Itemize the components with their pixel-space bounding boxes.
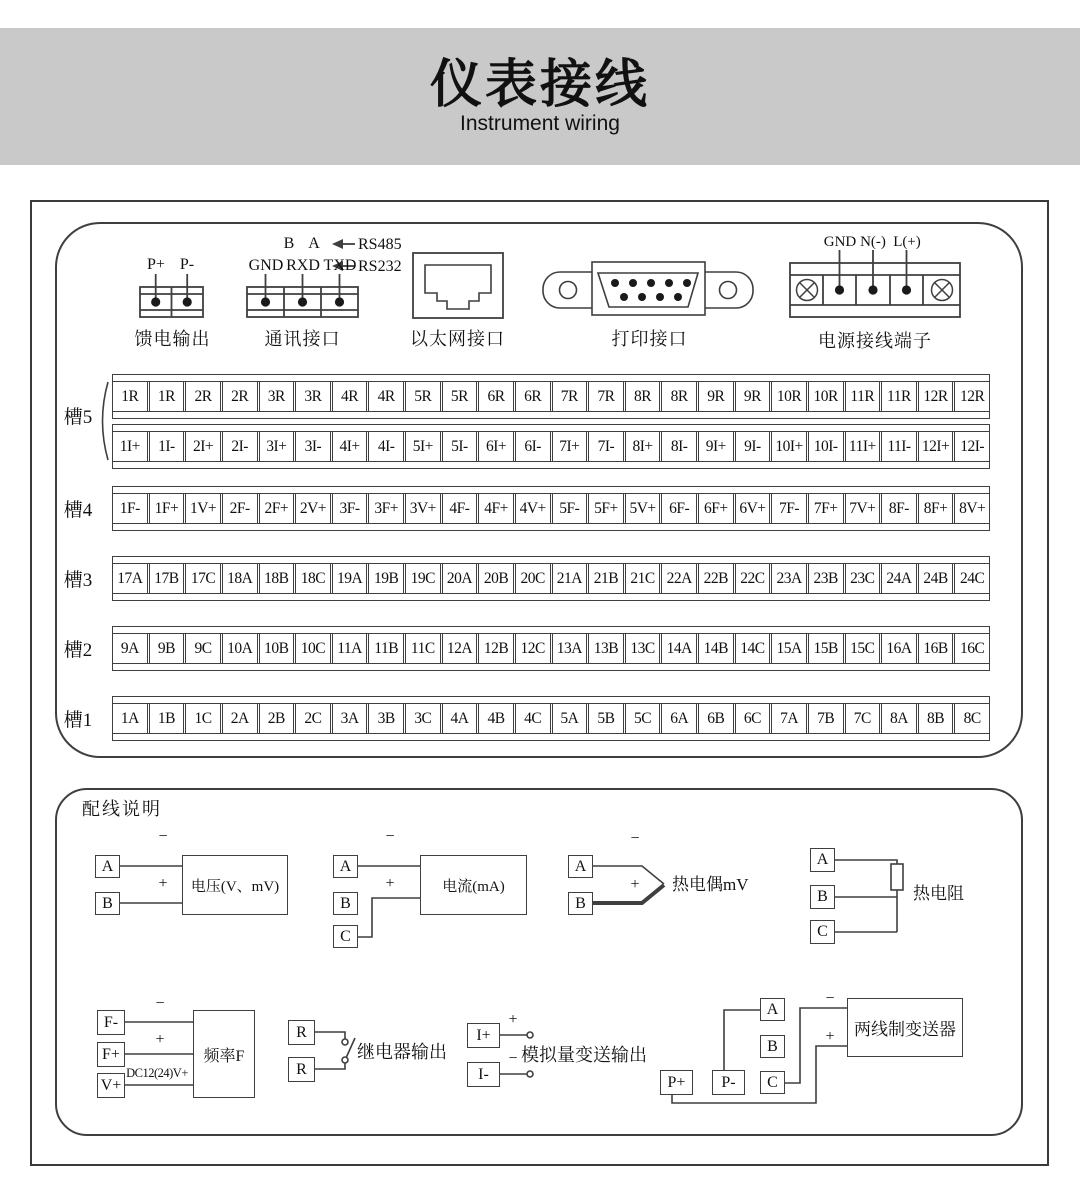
terminal-cell: 6A <box>661 704 697 733</box>
comm-pin-label: GND <box>248 257 284 274</box>
terminal-cell: 11B <box>368 634 404 663</box>
analog-out-terminal: I- <box>467 1062 500 1087</box>
terminal-cell: 20B <box>478 564 514 593</box>
strip-rail <box>113 411 989 418</box>
terminal-cell: 4F+ <box>478 494 514 523</box>
current-plus-sign: + <box>385 875 395 892</box>
terminal-cell: 21C <box>625 564 661 593</box>
terminal-cell: 1C <box>185 704 221 733</box>
terminal-cell: 4C <box>515 704 551 733</box>
power-pin-label: GND <box>823 233 857 250</box>
terminal-cell: 6F+ <box>698 494 734 523</box>
terminal-cell: 7I+ <box>552 432 588 461</box>
terminal-cell: 9I+ <box>698 432 734 461</box>
terminal-cell: 12C <box>515 634 551 663</box>
thermocouple-plus-sign: + <box>630 876 640 893</box>
terminal-cell: 3V+ <box>405 494 441 523</box>
terminal-cell: 2F+ <box>259 494 295 523</box>
thermocouple-terminal: A <box>568 855 593 878</box>
terminal-cell: 10B <box>259 634 295 663</box>
terminal-cell: 11A <box>332 634 368 663</box>
terminal-cell: 2F- <box>222 494 258 523</box>
terminal-cell: 6F- <box>661 494 697 523</box>
terminal-cell: 4F- <box>442 494 478 523</box>
terminal-cell: 5V+ <box>625 494 661 523</box>
terminal-cell: 18B <box>259 564 295 593</box>
terminal-cell: 8F+ <box>918 494 954 523</box>
rtd-wires <box>835 860 903 932</box>
frequency-device-box: 频率F <box>193 1010 255 1098</box>
feed-pin-label: P- <box>179 256 195 273</box>
terminal-cell: 11C <box>405 634 441 663</box>
terminal-cell: 9A <box>113 634 148 663</box>
frequency-supply-label: DC12(24)V+ <box>126 1065 188 1080</box>
terminal-cell: 8A <box>881 704 917 733</box>
terminal-cell: 7B <box>808 704 844 733</box>
terminal-cell: 23B <box>808 564 844 593</box>
voltage-plus-sign: + <box>158 875 168 892</box>
rtd-label: 热电阻 <box>913 884 964 903</box>
terminal-cell: 2C <box>295 704 331 733</box>
two-wire-device-box: 两线制变送器 <box>847 998 963 1057</box>
terminal-cell: 5F+ <box>588 494 624 523</box>
terminal-cell: 19C <box>405 564 441 593</box>
power-terminal-block <box>790 250 960 317</box>
terminal-cell: 4R <box>368 382 404 411</box>
terminal-cell: 17A <box>113 564 148 593</box>
terminal-cell: 12A <box>442 634 478 663</box>
terminal-cell: 21A <box>552 564 588 593</box>
rs485-pin-label: B <box>283 235 295 252</box>
terminal-cell: 9R <box>735 382 771 411</box>
terminal-cell: 9B <box>149 634 185 663</box>
terminal-cell: 6V+ <box>735 494 771 523</box>
terminal-cell: 19B <box>368 564 404 593</box>
terminal-cell: 1B <box>149 704 185 733</box>
two-wire-minus-sign: − <box>825 990 835 1007</box>
terminal-cell: 1A <box>113 704 148 733</box>
current-minus-sign: − <box>385 828 395 845</box>
relay-wires <box>315 1032 355 1069</box>
terminal-cell: 3I- <box>295 432 331 461</box>
terminal-cell: 22C <box>735 564 771 593</box>
terminal-cell: 5R <box>442 382 478 411</box>
terminal-cell: 1R <box>113 382 148 411</box>
terminal-cell: 12R <box>954 382 989 411</box>
terminal-cell: 3B <box>368 704 404 733</box>
terminal-cell: 5I- <box>442 432 478 461</box>
printer-caption: 打印接口 <box>611 329 688 349</box>
slot5-current-strip <box>112 424 990 469</box>
terminal-cell: 13B <box>588 634 624 663</box>
strip-rail <box>113 697 989 704</box>
terminal-cell: 24C <box>954 564 989 593</box>
terminal-cell: 3R <box>295 382 331 411</box>
terminal-cell: 1R <box>149 382 185 411</box>
frequency-plus-sign: + <box>155 1031 165 1048</box>
slot5-bracket <box>103 382 109 460</box>
feed-output-block <box>140 274 203 317</box>
two-wire-power-terminal: P- <box>712 1070 745 1095</box>
terminal-cell: 18A <box>222 564 258 593</box>
terminal-cell: 5B <box>588 704 624 733</box>
terminal-cell: 6C <box>735 704 771 733</box>
terminal-cell: 8F- <box>881 494 917 523</box>
terminal-cell: 18C <box>295 564 331 593</box>
terminal-cell: 16B <box>918 634 954 663</box>
terminal-cell: 2R <box>222 382 258 411</box>
terminal-cell: 4A <box>442 704 478 733</box>
terminal-cell: 11R <box>881 382 917 411</box>
terminal-cell: 6R <box>515 382 551 411</box>
strip-rail <box>113 425 989 432</box>
terminal-cell: 21B <box>588 564 624 593</box>
terminal-cell: 7F- <box>771 494 807 523</box>
terminal-cell: 7R <box>552 382 588 411</box>
terminal-cell: 17B <box>149 564 185 593</box>
printer-port-icon <box>543 262 753 315</box>
terminal-cell: 11R <box>845 382 881 411</box>
slot-label-5: 槽5 <box>63 406 93 428</box>
ethernet-port-icon <box>413 253 503 318</box>
strip-rail <box>113 487 989 494</box>
terminal-cell: 8I- <box>661 432 697 461</box>
terminal-cell: 13A <box>552 634 588 663</box>
terminal-cell: 22B <box>698 564 734 593</box>
terminal-cell: 3F- <box>332 494 368 523</box>
terminal-cell: 15A <box>771 634 807 663</box>
thermocouple-label: 热电偶mV <box>672 875 749 894</box>
terminal-cell: 23A <box>771 564 807 593</box>
rtd-terminal: A <box>810 848 835 872</box>
strip-rail <box>113 461 989 468</box>
slot3-strip <box>112 556 990 601</box>
terminal-cell: 2I+ <box>185 432 221 461</box>
terminal-cell: 3F+ <box>368 494 404 523</box>
strip-rail <box>113 733 989 740</box>
strip-rail <box>113 627 989 634</box>
terminal-cell: 12R <box>918 382 954 411</box>
terminal-cell: 10I+ <box>771 432 807 461</box>
thermocouple-terminal: B <box>568 892 593 915</box>
terminal-cell: 13C <box>625 634 661 663</box>
terminal-cell: 7A <box>771 704 807 733</box>
analog-out-minus-sign: − <box>508 1050 518 1067</box>
terminal-cell: 6I+ <box>478 432 514 461</box>
rtd-terminal: B <box>810 885 835 909</box>
page-subtitle: Instrument wiring <box>460 112 620 135</box>
terminal-cell: 11I- <box>881 432 917 461</box>
relay-terminal: R <box>288 1057 315 1082</box>
slot1-strip <box>112 696 990 741</box>
strip-rail <box>113 523 989 530</box>
power-pin-label: L(+) <box>893 233 921 250</box>
slot4-strip <box>112 486 990 531</box>
terminal-cell: 15C <box>845 634 881 663</box>
rs485-arrow-icon <box>332 239 355 249</box>
terminal-cell: 9C <box>185 634 221 663</box>
analog-out-label: 模拟量变送输出 <box>521 1045 647 1065</box>
comm-port-caption: 通讯接口 <box>264 329 341 349</box>
analog-out-terminal: I+ <box>467 1023 500 1048</box>
terminal-cell: 9I- <box>735 432 771 461</box>
terminal-cell: 24B <box>918 564 954 593</box>
terminal-cell: 14B <box>698 634 734 663</box>
terminal-cell: 5C <box>625 704 661 733</box>
slot-label-2: 槽2 <box>63 639 93 661</box>
terminal-cell: 5F- <box>552 494 588 523</box>
frequency-minus-sign: − <box>155 995 165 1012</box>
frequency-terminal: V+ <box>97 1073 125 1098</box>
wiring-notes-title: 配线说明 <box>82 799 162 819</box>
voltage-minus-sign: − <box>158 828 168 845</box>
ethernet-caption: 以太网接口 <box>410 329 505 349</box>
rs485-pin-label: A <box>308 235 320 252</box>
slot-label-3: 槽3 <box>63 569 93 591</box>
voltage-device-box: 电压(V、mV) <box>182 855 288 915</box>
terminal-cell: 3A <box>332 704 368 733</box>
two-wire-terminal: A <box>760 998 785 1021</box>
power-caption: 电源接线端子 <box>818 331 932 351</box>
terminal-cell: 15B <box>808 634 844 663</box>
terminal-cell: 24A <box>881 564 917 593</box>
comm-pin-label: RXD <box>286 257 320 274</box>
terminal-cell: 2R <box>185 382 221 411</box>
current-terminal: A <box>333 855 358 878</box>
terminal-cell: 4I+ <box>332 432 368 461</box>
terminal-cell: 5A <box>552 704 588 733</box>
terminal-cell: 2V+ <box>295 494 331 523</box>
current-device-box: 电流(mA) <box>420 855 527 915</box>
terminal-cell: 9R <box>698 382 734 411</box>
terminal-cell: 4I- <box>368 432 404 461</box>
terminal-cell: 6B <box>698 704 734 733</box>
terminal-cell: 20C <box>515 564 551 593</box>
comm-port-block <box>247 274 358 317</box>
voltage-terminal: A <box>95 855 120 878</box>
comm-pin-label: TXD <box>323 257 357 274</box>
terminal-cell: 10I- <box>808 432 844 461</box>
terminal-cell: 5R <box>405 382 441 411</box>
terminal-cell: 19A <box>332 564 368 593</box>
two-wire-terminal: C <box>760 1071 785 1094</box>
terminal-cell: 7F+ <box>808 494 844 523</box>
terminal-cell: 2I- <box>222 432 258 461</box>
terminal-cell: 7R <box>588 382 624 411</box>
frequency-terminal: F+ <box>97 1042 125 1067</box>
terminal-cell: 1I- <box>149 432 185 461</box>
terminal-cell: 8V+ <box>954 494 989 523</box>
slot2-strip <box>112 626 990 671</box>
terminal-cell: 6R <box>478 382 514 411</box>
terminal-cell: 6I- <box>515 432 551 461</box>
slot-label-4: 槽4 <box>63 499 93 521</box>
current-terminal: C <box>333 925 358 948</box>
strip-rail <box>113 375 989 382</box>
voltage-terminal: B <box>95 892 120 915</box>
terminal-cell: 1F+ <box>149 494 185 523</box>
terminal-cell: 23C <box>845 564 881 593</box>
terminal-cell: 3I+ <box>259 432 295 461</box>
terminal-cell: 17C <box>185 564 221 593</box>
terminal-cell: 3C <box>405 704 441 733</box>
terminal-cell: 8B <box>918 704 954 733</box>
rtd-terminal: C <box>810 920 835 944</box>
terminal-cell: 14A <box>661 634 697 663</box>
terminal-cell: 12I+ <box>918 432 954 461</box>
terminal-cell: 2A <box>222 704 258 733</box>
rs485-label: RS485 <box>358 236 402 253</box>
two-wire-power-terminal: P+ <box>660 1070 693 1095</box>
rs232-label: RS232 <box>358 258 402 275</box>
terminal-cell: 8I+ <box>625 432 661 461</box>
analog-out-plus-sign: + <box>508 1011 518 1028</box>
terminal-cell: 4R <box>332 382 368 411</box>
frequency-terminal: F- <box>97 1010 125 1035</box>
feed-pin-label: P+ <box>147 256 165 273</box>
terminal-cell: 10A <box>222 634 258 663</box>
terminal-cell: 1V+ <box>185 494 221 523</box>
terminal-cell: 12B <box>478 634 514 663</box>
thermocouple-minus-sign: − <box>630 830 640 847</box>
voltage-wires <box>120 866 182 903</box>
two-wire-plus-sign: + <box>825 1028 835 1045</box>
terminal-cell: 22A <box>661 564 697 593</box>
two-wire-terminal: B <box>760 1035 785 1058</box>
terminal-cell: 4B <box>478 704 514 733</box>
header-band <box>0 28 1080 165</box>
terminal-cell: 10C <box>295 634 331 663</box>
relay-label: 继电器输出 <box>357 1042 447 1062</box>
terminal-cell: 11I+ <box>845 432 881 461</box>
terminal-cell: 1F- <box>113 494 148 523</box>
terminal-cell: 7I- <box>588 432 624 461</box>
terminal-cell: 8C <box>954 704 989 733</box>
relay-terminal: R <box>288 1020 315 1045</box>
terminal-cell: 2B <box>259 704 295 733</box>
slot5-relay-strip <box>112 374 990 419</box>
terminal-cell: 5I+ <box>405 432 441 461</box>
terminal-cell: 14C <box>735 634 771 663</box>
terminal-cell: 16A <box>881 634 917 663</box>
feed-output-caption: 馈电输出 <box>134 329 211 349</box>
terminal-cell: 8R <box>661 382 697 411</box>
terminal-cell: 12I- <box>954 432 989 461</box>
strip-rail <box>113 663 989 670</box>
current-terminal: B <box>333 892 358 915</box>
strip-rail <box>113 593 989 600</box>
terminal-cell: 1I+ <box>113 432 148 461</box>
terminal-cell: 20A <box>442 564 478 593</box>
terminal-cell: 7V+ <box>845 494 881 523</box>
page-title: 仪表接线 <box>429 56 650 114</box>
terminal-cell: 8R <box>625 382 661 411</box>
terminal-cell: 7C <box>845 704 881 733</box>
slot-label-1: 槽1 <box>63 709 93 731</box>
terminal-cell: 10R <box>771 382 807 411</box>
power-pin-label: N(-) <box>860 233 886 250</box>
terminal-cell: 10R <box>808 382 844 411</box>
terminal-cell: 3R <box>259 382 295 411</box>
terminal-cell: 16C <box>954 634 989 663</box>
strip-rail <box>113 557 989 564</box>
terminal-cell: 4V+ <box>515 494 551 523</box>
